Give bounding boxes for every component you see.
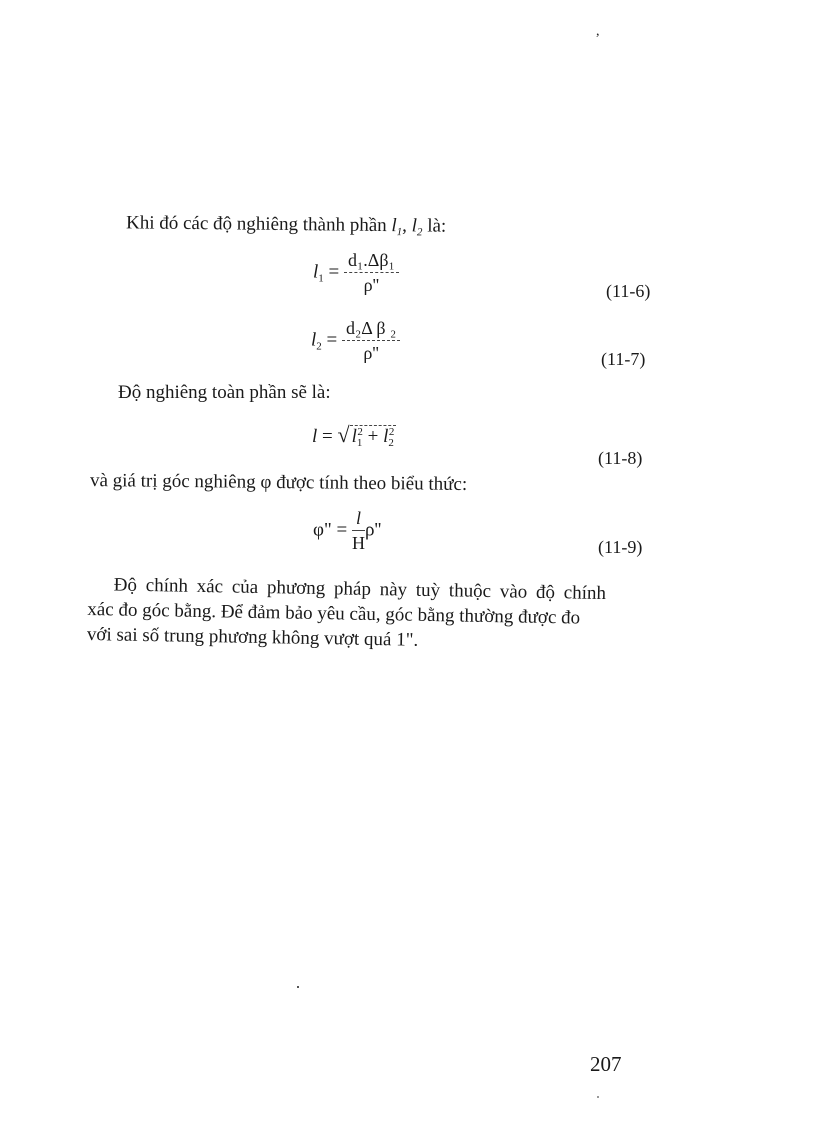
equation-number: (11-6) [606,281,651,301]
sqrt-icon: √ [337,422,350,447]
intro-text: Khi đó các độ nghiêng thành phần [125,212,392,237]
total-paragraph: Độ nghiêng toàn phần sẽ là: [118,382,331,403]
page-number: 207 [590,1052,622,1076]
equation-11-7: $l_2$ = $\frac{\text{d₂Δ β ₂}}{\rho''}$ [311,318,400,364]
scan-speck [297,986,299,988]
var-l2: $l_2$ [411,215,423,239]
angle-paragraph: và giá trị góc nghiêng φ được tính theo biểu thức: [89,470,468,495]
equation-number: (11-8) [598,448,643,468]
intro-tail: là: [422,215,447,237]
var-l1: $l_1$ [391,215,403,239]
equation-number: (11-7) [601,349,646,369]
fraction: $\frac{l}{H}$ [351,508,365,553]
accuracy-paragraph [87,572,606,656]
paragraph-line: Độ chính xác của phương pháp này tuỳ thuộc vào độ chính [113,574,607,605]
equation-11-9: φ" = $\frac{l}{H}$ ρ'' [313,508,382,553]
intro-paragraph: Khi đó các độ nghiêng thành phần $l_1$, $l_2$ là: [125,212,447,239]
equation-11-6: $l_1$ = $\frac{\text{d₁.Δβ₁}}{\rho''}$ [313,250,399,296]
equation-number: (11-9) [598,537,643,557]
paragraph-line: với sai số trung phương không vượt quá 1". [86,623,419,651]
scan-mark: , [596,24,600,39]
fraction: $\frac{\text{d₁.Δβ₁}}{\rho''}$ [344,250,399,296]
equation-11-8: l = √ $l_1^2 + l_2^2$ [312,422,395,449]
scan-speck [597,1096,599,1098]
paragraph-line: xác đo góc bằng. Để đảm bảo yêu cầu, góc bằng thường được đo [87,598,581,629]
fraction: $\frac{\text{d₂Δ β ₂}}{\rho''}$ [342,318,400,364]
